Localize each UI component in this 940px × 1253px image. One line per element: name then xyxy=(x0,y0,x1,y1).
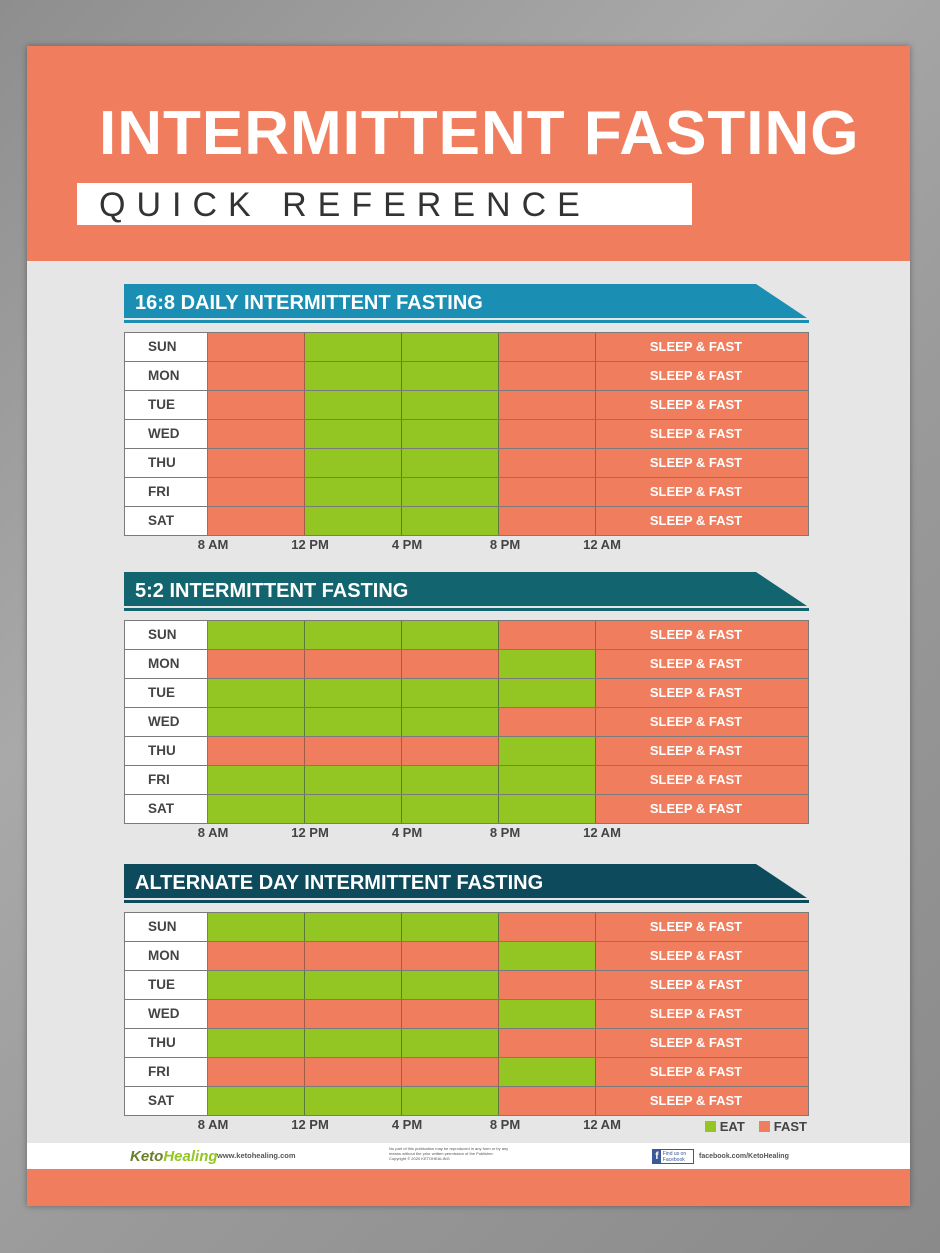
table-row xyxy=(125,913,808,942)
legend-eat: EAT xyxy=(719,1119,745,1134)
day-label: SUN xyxy=(125,913,208,941)
fast-block xyxy=(499,333,596,361)
footer xyxy=(27,1143,910,1169)
eat-block xyxy=(305,766,402,794)
schedule-grid xyxy=(124,332,809,536)
table-row xyxy=(125,621,808,650)
schedule-section-1 xyxy=(124,284,809,556)
sleep-fast-block: SLEEP & FAST xyxy=(596,708,808,736)
fast-block xyxy=(208,420,305,448)
eat-block xyxy=(402,679,499,707)
eat-block xyxy=(402,449,499,477)
fast-block xyxy=(402,737,499,765)
eat-block xyxy=(499,650,596,678)
table-row xyxy=(125,391,808,420)
eat-block xyxy=(402,333,499,361)
eat-block xyxy=(402,621,499,649)
banner-underline xyxy=(124,320,809,323)
eat-block xyxy=(305,1087,402,1115)
eat-block xyxy=(499,766,596,794)
table-row xyxy=(125,971,808,1000)
time-tick: 12 PM xyxy=(291,537,329,552)
fast-swatch xyxy=(759,1121,770,1132)
day-label: WED xyxy=(125,1000,208,1028)
sleep-fast-block: SLEEP & FAST xyxy=(596,913,808,941)
eat-block xyxy=(402,795,499,823)
schedule-grid xyxy=(124,912,809,1116)
eat-block xyxy=(208,679,305,707)
fast-block xyxy=(499,391,596,419)
time-axis xyxy=(124,536,807,556)
fast-block xyxy=(305,1000,402,1028)
fast-block xyxy=(305,942,402,970)
banner-underline xyxy=(124,608,809,611)
fast-block xyxy=(208,737,305,765)
eat-block xyxy=(305,679,402,707)
section-title: ALTERNATE DAY INTERMITTENT FASTING xyxy=(135,872,544,894)
fast-block xyxy=(305,737,402,765)
facebook-badge xyxy=(652,1149,694,1164)
sleep-fast-block: SLEEP & FAST xyxy=(596,333,808,361)
section-banner xyxy=(124,864,809,904)
eat-block xyxy=(499,679,596,707)
eat-block xyxy=(305,507,402,535)
fast-block xyxy=(499,1029,596,1057)
fast-block xyxy=(208,449,305,477)
eat-block xyxy=(305,391,402,419)
fast-block xyxy=(499,420,596,448)
time-tick: 12 AM xyxy=(583,537,621,552)
keto-healing-logo xyxy=(130,1148,218,1165)
time-tick: 4 PM xyxy=(391,825,423,840)
sleep-fast-block: SLEEP & FAST xyxy=(596,362,808,390)
day-label: SAT xyxy=(125,507,208,535)
section-banner xyxy=(124,572,809,612)
eat-block xyxy=(208,621,305,649)
time-axis xyxy=(124,824,807,844)
sleep-fast-block: SLEEP & FAST xyxy=(596,1087,808,1115)
eat-block xyxy=(402,420,499,448)
sleep-fast-block: SLEEP & FAST xyxy=(596,621,808,649)
banner-underline xyxy=(124,900,809,903)
legal-line-2: means without the prior written permission of the Publisher. xyxy=(389,1151,494,1156)
fast-block xyxy=(499,449,596,477)
fast-block xyxy=(499,971,596,999)
table-row xyxy=(125,333,808,362)
table-row xyxy=(125,507,808,536)
table-row xyxy=(125,679,808,708)
eat-swatch xyxy=(705,1121,716,1132)
sleep-fast-block: SLEEP & FAST xyxy=(596,971,808,999)
fast-block xyxy=(402,1058,499,1086)
legal-line-3: Copyright © 2020 KETOHEALING xyxy=(389,1156,450,1161)
day-label: SUN xyxy=(125,333,208,361)
day-label: THU xyxy=(125,449,208,477)
day-label: MON xyxy=(125,362,208,390)
table-row xyxy=(125,1058,808,1087)
section-title: 16:8 DAILY INTERMITTENT FASTING xyxy=(135,292,483,314)
sleep-fast-block: SLEEP & FAST xyxy=(596,650,808,678)
facebook-badge-text: Find us on Facebook xyxy=(662,1150,687,1163)
eat-block xyxy=(402,1087,499,1115)
fast-block xyxy=(499,478,596,506)
eat-block xyxy=(208,766,305,794)
footer-bar xyxy=(27,1169,910,1206)
sleep-fast-block: SLEEP & FAST xyxy=(596,420,808,448)
fast-block xyxy=(208,942,305,970)
logo-healing-text: Healing xyxy=(163,1148,218,1165)
day-label: TUE xyxy=(125,391,208,419)
eat-block xyxy=(499,942,596,970)
legend-fast: FAST xyxy=(773,1119,807,1134)
day-label: MON xyxy=(125,650,208,678)
eat-block xyxy=(305,478,402,506)
fast-block xyxy=(499,913,596,941)
poster xyxy=(27,46,910,1206)
eat-block xyxy=(402,362,499,390)
time-tick: 12 AM xyxy=(583,825,621,840)
sleep-fast-block: SLEEP & FAST xyxy=(596,737,808,765)
fast-block xyxy=(499,708,596,736)
eat-block xyxy=(305,708,402,736)
eat-block xyxy=(499,737,596,765)
eat-block xyxy=(208,795,305,823)
time-tick: 12 AM xyxy=(583,1117,621,1132)
day-label: WED xyxy=(125,420,208,448)
eat-block xyxy=(305,795,402,823)
eat-block xyxy=(208,708,305,736)
day-label: FRI xyxy=(125,1058,208,1086)
eat-block xyxy=(208,1087,305,1115)
eat-block xyxy=(402,478,499,506)
sleep-fast-block: SLEEP & FAST xyxy=(596,942,808,970)
day-label: MON xyxy=(125,942,208,970)
eat-block xyxy=(305,362,402,390)
eat-block xyxy=(305,621,402,649)
time-axis xyxy=(124,1116,807,1136)
fast-block xyxy=(208,507,305,535)
time-tick: 8 AM xyxy=(197,825,229,840)
time-tick: 8 PM xyxy=(489,537,521,552)
facebook-link[interactable]: facebook.com/KetoHealing xyxy=(699,1153,789,1160)
sleep-fast-block: SLEEP & FAST xyxy=(596,1000,808,1028)
time-tick: 4 PM xyxy=(391,537,423,552)
page-title: INTERMITTENT FASTING xyxy=(99,99,860,168)
time-tick: 8 PM xyxy=(489,1117,521,1132)
fast-block xyxy=(499,362,596,390)
section-banner xyxy=(124,284,809,324)
table-row xyxy=(125,708,808,737)
fast-block xyxy=(499,621,596,649)
eat-block xyxy=(208,971,305,999)
day-label: FRI xyxy=(125,766,208,794)
facebook-block xyxy=(652,1149,789,1164)
table-row xyxy=(125,362,808,391)
eat-block xyxy=(402,766,499,794)
header xyxy=(27,46,910,261)
fast-block xyxy=(499,1087,596,1115)
eat-block xyxy=(305,333,402,361)
fast-block xyxy=(208,1058,305,1086)
table-row xyxy=(125,650,808,679)
logo-keto-text: Keto xyxy=(130,1148,164,1165)
table-row xyxy=(125,737,808,766)
eat-block xyxy=(402,971,499,999)
fast-block xyxy=(499,507,596,535)
legend xyxy=(705,1119,807,1134)
eat-block xyxy=(402,1029,499,1057)
eat-block xyxy=(499,1000,596,1028)
fast-block xyxy=(402,942,499,970)
table-row xyxy=(125,420,808,449)
eat-block xyxy=(305,449,402,477)
eat-block xyxy=(305,1029,402,1057)
eat-block xyxy=(499,795,596,823)
schedule-section-2 xyxy=(124,572,809,844)
sleep-fast-block: SLEEP & FAST xyxy=(596,507,808,535)
day-label: THU xyxy=(125,737,208,765)
section-title: 5:2 INTERMITTENT FASTING xyxy=(135,580,409,602)
table-row xyxy=(125,1087,808,1116)
schedule-section-3 xyxy=(124,864,809,1136)
facebook-icon: f xyxy=(653,1150,661,1163)
eat-block xyxy=(402,708,499,736)
page-subtitle: QUICK REFERENCE xyxy=(99,186,591,224)
fast-block xyxy=(208,1000,305,1028)
sleep-fast-block: SLEEP & FAST xyxy=(596,1058,808,1086)
time-tick: 4 PM xyxy=(391,1117,423,1132)
fast-block xyxy=(305,1058,402,1086)
sleep-fast-block: SLEEP & FAST xyxy=(596,1029,808,1057)
fast-block xyxy=(208,391,305,419)
eat-block xyxy=(499,1058,596,1086)
sleep-fast-block: SLEEP & FAST xyxy=(596,478,808,506)
time-tick: 12 PM xyxy=(291,825,329,840)
sleep-fast-block: SLEEP & FAST xyxy=(596,679,808,707)
day-label: TUE xyxy=(125,971,208,999)
subtitle-box xyxy=(77,183,692,225)
legal-line-1: No part of this publication may be reproduced in any form or by any xyxy=(389,1146,509,1151)
day-label: SAT xyxy=(125,795,208,823)
day-label: TUE xyxy=(125,679,208,707)
table-row xyxy=(125,449,808,478)
website-link[interactable]: www.ketohealing.com xyxy=(217,1151,296,1160)
day-label: SUN xyxy=(125,621,208,649)
schedule-grid xyxy=(124,620,809,824)
sleep-fast-block: SLEEP & FAST xyxy=(596,391,808,419)
fast-block xyxy=(208,478,305,506)
fast-block xyxy=(402,650,499,678)
fast-block xyxy=(208,333,305,361)
sleep-fast-block: SLEEP & FAST xyxy=(596,766,808,794)
eat-block xyxy=(402,507,499,535)
time-tick: 8 AM xyxy=(197,1117,229,1132)
table-row xyxy=(125,1000,808,1029)
sleep-fast-block: SLEEP & FAST xyxy=(596,795,808,823)
table-row xyxy=(125,942,808,971)
day-label: THU xyxy=(125,1029,208,1057)
eat-block xyxy=(402,391,499,419)
eat-block xyxy=(208,913,305,941)
sleep-fast-block: SLEEP & FAST xyxy=(596,449,808,477)
day-label: FRI xyxy=(125,478,208,506)
eat-block xyxy=(402,913,499,941)
day-label: WED xyxy=(125,708,208,736)
eat-block xyxy=(208,1029,305,1057)
eat-block xyxy=(305,913,402,941)
table-row xyxy=(125,766,808,795)
fast-block xyxy=(305,650,402,678)
table-row xyxy=(125,795,808,824)
fast-block xyxy=(402,1000,499,1028)
table-row xyxy=(125,478,808,507)
time-tick: 8 AM xyxy=(197,537,229,552)
time-tick: 12 PM xyxy=(291,1117,329,1132)
eat-block xyxy=(305,420,402,448)
legal-text xyxy=(389,1146,589,1161)
time-tick: 8 PM xyxy=(489,825,521,840)
fast-block xyxy=(208,362,305,390)
table-row xyxy=(125,1029,808,1058)
fast-block xyxy=(208,650,305,678)
day-label: SAT xyxy=(125,1087,208,1115)
eat-block xyxy=(305,971,402,999)
